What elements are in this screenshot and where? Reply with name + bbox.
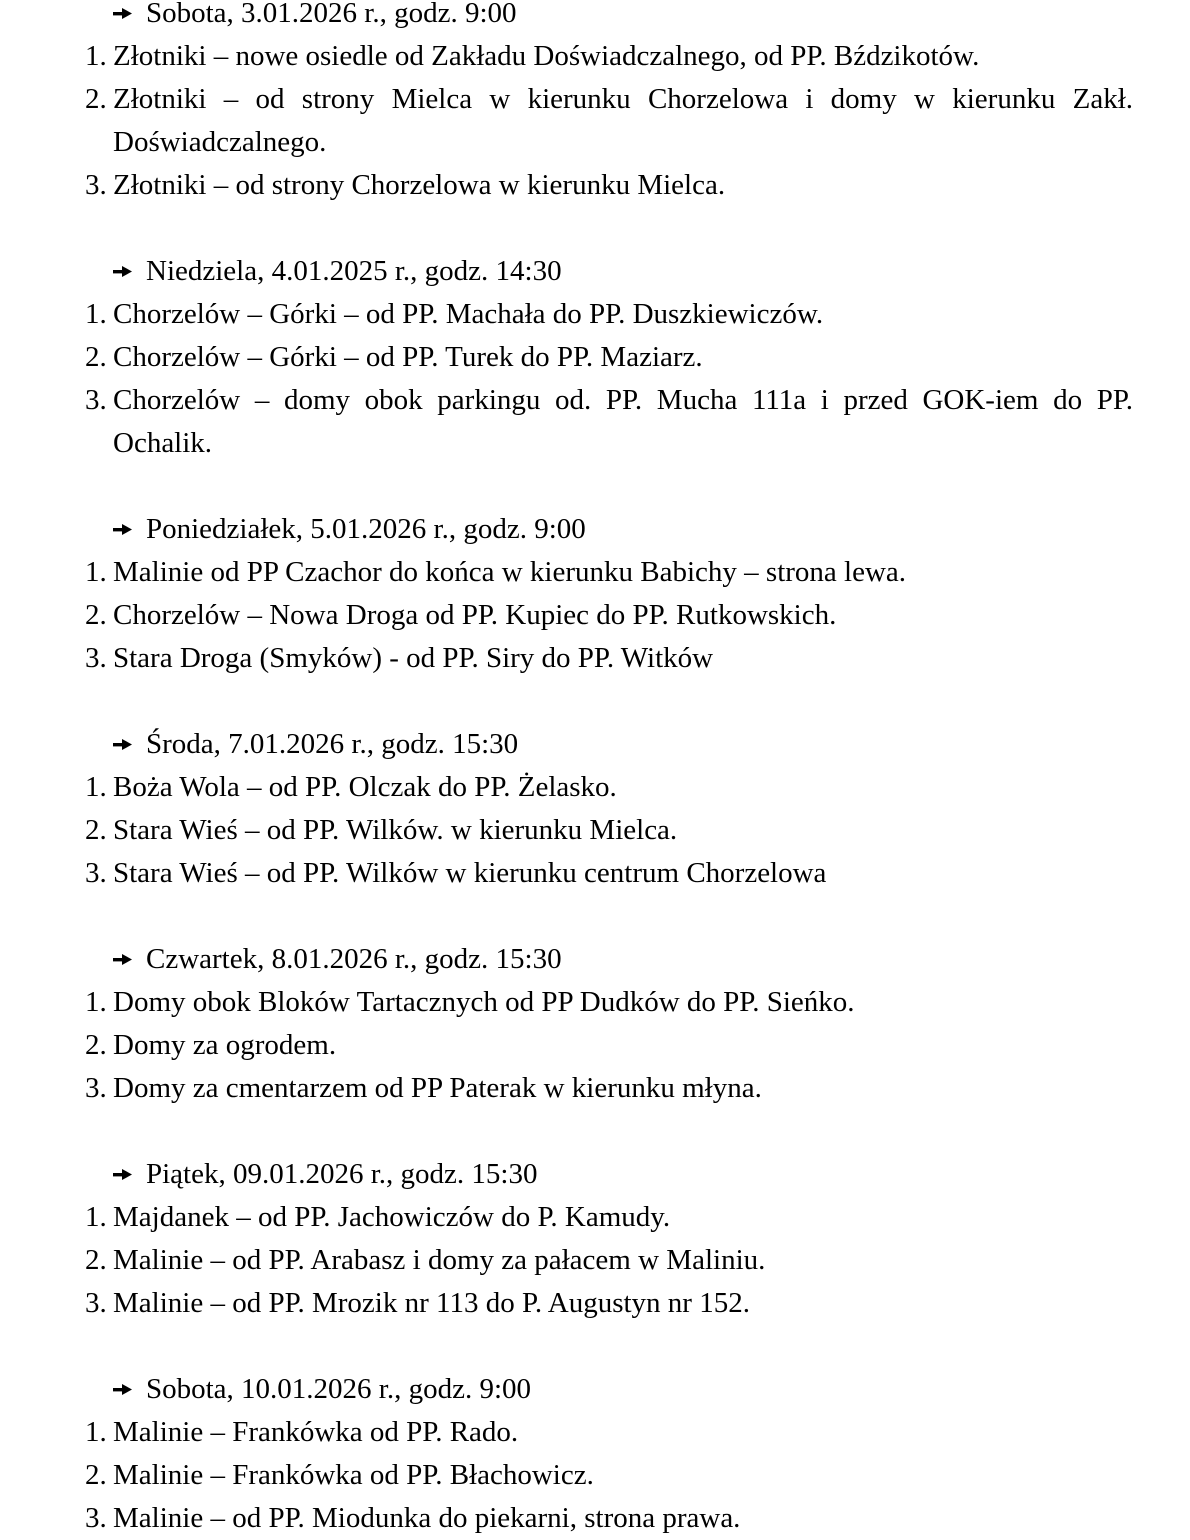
item-number: 1. xyxy=(85,298,107,330)
section-header-text: Piątek, 09.01.2026 r., godz. 15:30 xyxy=(146,1158,538,1190)
schedule-section xyxy=(85,0,1133,207)
item-text: Malinie – Frankówka od PP. Błachowicz. xyxy=(113,1459,594,1491)
item-text: Złotniki – od strony Mielca w kierunku Chorzelowa i domy w kierunku Zakł. Doświadczalnego. xyxy=(113,83,1133,158)
item-text: Boża Wola – od PP. Olczak do PP. Żelasko. xyxy=(113,771,617,803)
item-number: 3. xyxy=(85,1502,107,1534)
schedule-section xyxy=(85,508,1133,680)
item-number: 2. xyxy=(85,341,107,373)
section-header-text: Sobota, 10.01.2026 r., godz. 9:00 xyxy=(146,1373,532,1405)
list-item xyxy=(85,1282,1133,1325)
section-header-text: Środa, 7.01.2026 r., godz. 15:30 xyxy=(146,728,519,760)
right-arrow-icon xyxy=(113,739,132,750)
item-text: Złotniki – od strony Chorzelowa w kierunku Mielca. xyxy=(113,169,726,201)
item-text: Malinie – Frankówka od PP. Rado. xyxy=(113,1416,519,1448)
section-header xyxy=(113,938,1133,981)
section-header xyxy=(113,508,1133,551)
schedule-section xyxy=(85,1153,1133,1325)
right-arrow-icon xyxy=(113,1384,132,1395)
section-header xyxy=(113,1368,1133,1411)
item-number: 3. xyxy=(85,384,107,416)
section-header-text: Sobota, 3.01.2026 r., godz. 9:00 xyxy=(146,0,517,29)
item-text: Malinie od PP Czachor do końca w kierunku Babichy – strona lewa. xyxy=(113,556,907,588)
list-item xyxy=(85,78,1133,164)
section-header-text: Niedziela, 4.01.2025 r., godz. 14:30 xyxy=(146,255,562,287)
section-header-text: Czwartek, 8.01.2026 r., godz. 15:30 xyxy=(146,943,562,975)
item-number: 2. xyxy=(85,599,107,631)
item-number: 3. xyxy=(85,642,107,674)
item-number: 3. xyxy=(85,857,107,889)
right-arrow-icon xyxy=(113,954,132,965)
section-header xyxy=(113,1153,1133,1196)
item-number: 3. xyxy=(85,1072,107,1104)
list-item xyxy=(85,981,1133,1024)
item-number: 1. xyxy=(85,1416,107,1448)
item-number: 1. xyxy=(85,556,107,588)
list-item xyxy=(85,852,1133,895)
list-item xyxy=(85,1497,1133,1540)
right-arrow-icon xyxy=(113,8,132,19)
item-number: 1. xyxy=(85,40,107,72)
list-item xyxy=(85,1411,1133,1454)
item-text: Stara Wieś – od PP. Wilków w kierunku centrum Chorzelowa xyxy=(113,857,827,889)
right-arrow-icon xyxy=(113,1169,132,1180)
schedule-section xyxy=(85,250,1133,465)
list-item xyxy=(85,379,1133,465)
list-item xyxy=(85,766,1133,809)
schedule-section xyxy=(85,1368,1133,1540)
schedule-section xyxy=(85,723,1133,895)
section-header-text: Poniedziałek, 5.01.2026 r., godz. 9:00 xyxy=(146,513,586,545)
item-text: Malinie – od PP. Arabasz i domy za pałacem w Maliniu. xyxy=(113,1244,766,1276)
section-header xyxy=(113,0,1133,35)
list-item xyxy=(85,293,1133,336)
list-item xyxy=(85,35,1133,78)
item-text: Chorzelów – Górki – od PP. Machała do PP. Duszkiewiczów. xyxy=(113,298,824,330)
item-number: 1. xyxy=(85,986,107,1018)
list-item xyxy=(85,594,1133,637)
item-number: 2. xyxy=(85,1029,107,1061)
list-item xyxy=(85,637,1133,680)
item-text: Domy obok Bloków Tartacznych od PP Dudków do PP. Sieńko. xyxy=(113,986,855,1018)
item-text: Domy za ogrodem. xyxy=(113,1029,337,1061)
item-text: Złotniki – nowe osiedle od Zakładu Doświadczalnego, od PP. Bździkotów. xyxy=(113,40,980,72)
item-text: Chorzelów – domy obok parkingu od. PP. Mucha 111a i przed GOK-iem do PP. Ochalik. xyxy=(113,384,1133,459)
right-arrow-icon xyxy=(113,524,132,535)
item-text: Chorzelów – Górki – od PP. Turek do PP. Maziarz. xyxy=(113,341,703,373)
list-item xyxy=(85,1067,1133,1110)
list-item xyxy=(85,1024,1133,1067)
item-number: 2. xyxy=(85,83,107,115)
item-text: Majdanek – od PP. Jachowiczów do P. Kamudy. xyxy=(113,1201,671,1233)
item-text: Malinie – od PP. Mrozik nr 113 do P. Augustyn nr 152. xyxy=(113,1287,750,1319)
item-text: Chorzelów – Nowa Droga od PP. Kupiec do PP. Rutkowskich. xyxy=(113,599,837,631)
schedule-section xyxy=(85,938,1133,1110)
item-number: 2. xyxy=(85,1459,107,1491)
right-arrow-icon xyxy=(113,266,132,277)
list-item xyxy=(85,809,1133,852)
list-item xyxy=(85,551,1133,594)
list-item xyxy=(85,1239,1133,1282)
list-item xyxy=(85,1196,1133,1239)
item-number: 1. xyxy=(85,1201,107,1233)
item-text: Domy za cmentarzem od PP Paterak w kierunku młyna. xyxy=(113,1072,762,1104)
list-item xyxy=(85,164,1133,207)
item-number: 1. xyxy=(85,771,107,803)
item-number: 2. xyxy=(85,1244,107,1276)
item-text: Malinie – od PP. Miodunka do piekarni, strona prawa. xyxy=(113,1502,741,1534)
section-header xyxy=(113,723,1133,766)
item-number: 2. xyxy=(85,814,107,846)
item-text: Stara Wieś – od PP. Wilków. w kierunku Mielca. xyxy=(113,814,678,846)
section-header xyxy=(113,250,1133,293)
item-number: 3. xyxy=(85,169,107,201)
list-item xyxy=(85,1454,1133,1497)
list-item xyxy=(85,336,1133,379)
item-number: 3. xyxy=(85,1287,107,1319)
item-text: Stara Droga (Smyków) - od PP. Siry do PP. Witków xyxy=(113,642,714,674)
